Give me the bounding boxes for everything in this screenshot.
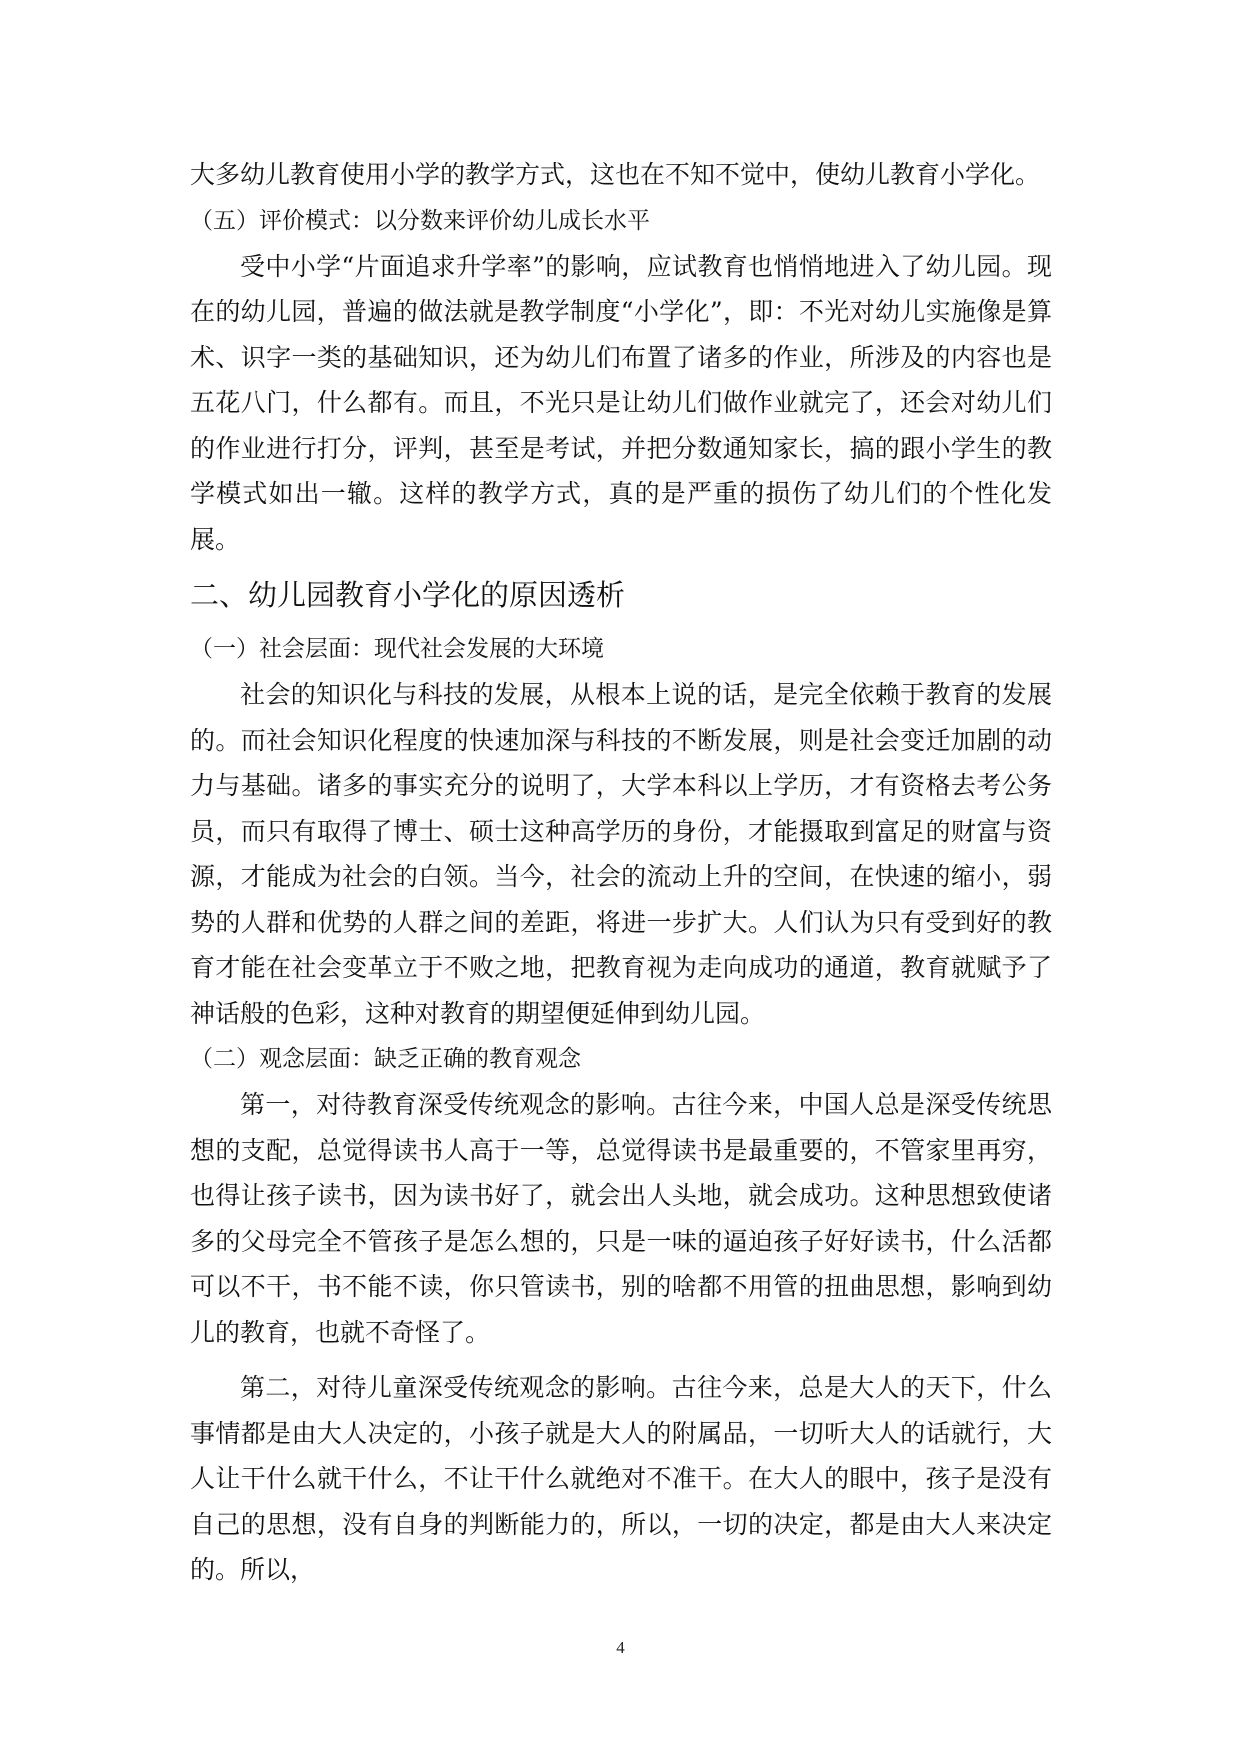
paragraph-gap	[190, 1355, 1052, 1365]
paragraph: 受中小学“片面追求升学率”的影响，应试教育也悄悄地进入了幼儿园。现在的幼儿园，普遍的做法就是教学制度“小学化”，即：不光对幼儿实施像是算术、识字一类的基础知识，还为幼儿们布置了诸多的作业，所涉及的内容也是五花八门，什么都有。而且，不光只是让幼儿们做作业就完了，还会对幼儿们的作业进行打分，评判，甚至是考试，并把分数通知家长，搞的跟小学生的教学模式如出一辙。这样的教学方式，真的是严重的损伤了幼儿们的个性化发展。	[190, 251, 1052, 554]
section-heading: （二）观念层面：缺乏正确的教育观念	[190, 1046, 581, 1072]
document-body	[190, 152, 1052, 1593]
paragraph: 第二，对待儿童深受传统观念的影响。古往今来，总是大人的天下，什么事情都是由大人决定的，小孩子就是大人的附属品，一切听大人的话就行，大人让干什么就干什么，不让干什么就绝对不准干。在大人的眼中，孩子是没有自己的思想，没有自身的判断能力的，所以，一切的决定，都是由大人来决定的。所以，	[190, 1373, 1052, 1584]
paragraph: 第一，对待教育深受传统观念的影响。古往今来，中国人总是深受传统思想的支配，总觉得读书人高于一等，总觉得读书是最重要的，不管家里再穷，也得让孩子读书，因为读书好了，就会出人头地，就会成功。这种思想致使诸多的父母完全不管孩子是怎么想的，只是一味的逼迫孩子好好读书，什么活都可以不干，书不能不读，你只管读书，别的啥都不用管的扭曲思想，影响到幼儿的教育，也就不奇怪了。	[190, 1090, 1052, 1347]
section-heading: （一）社会层面：现代社会发展的大环境	[190, 636, 604, 662]
paragraph: 大多幼儿教育使用小学的教学方式，这也在不知不觉中，使幼儿教育小学化。	[190, 160, 1041, 189]
paragraph: 社会的知识化与科技的发展，从根本上说的话，是完全依赖于教育的发展的。而社会知识化程度的快速加深与科技的不断发展，则是社会变迁加剧的动力与基础。诸多的事实充分的说明了，大学本科以上学历，才有资格去考公务员，而只有取得了博士、硕士这种高学历的身份，才能摄取到富足的财富与资源，才能成为社会的白领。当今，社会的流动上升的空间，在快速的缩小，弱势的人群和优势的人群之间的差距，将进一步扩大。人们认为只有受到好的教育才能在社会变革立于不败之地，把教育视为走向成功的通道，教育就赋予了神话般的色彩，这种对教育的期望便延伸到幼儿园。	[190, 680, 1052, 1028]
page-number: 4	[616, 1638, 625, 1657]
chapter-heading: 二、幼儿园教育小学化的原因透析	[190, 578, 626, 612]
section-heading: （五）评价模式：以分数来评价幼儿成长水平	[190, 207, 650, 234]
